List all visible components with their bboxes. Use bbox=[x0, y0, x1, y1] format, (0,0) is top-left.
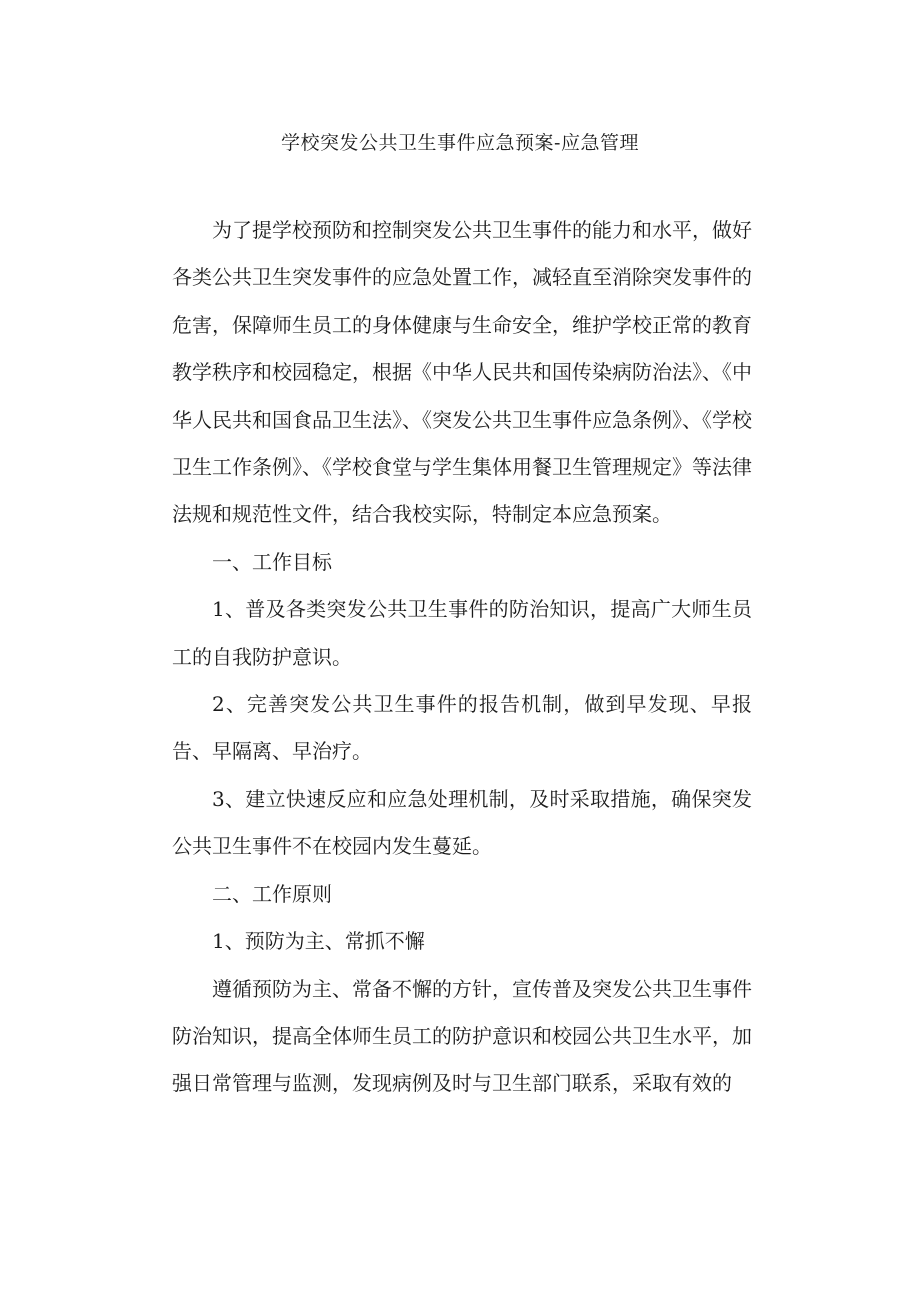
goal-item-2: 2、完善突发公共卫生事件的报告机制，做到早发现、早报告、早隔离、早治疗。 bbox=[172, 692, 752, 764]
intro-paragraph: 为了提学校预防和控制突发公共卫生事件的能力和水平，做好各类公共卫生突发事件的应急处置工作，减轻直至消除突发事件的危害，保障师生员工的身体健康与生命安全，维护学校正常的教育教学秩序和校园稳定，根据《中华人民共和国传染病防治法》、《中华人民共和国食品卫生法》、《突发公共卫生事件应急条例》、《学校卫生工作条例》、《学校食堂与学生集体用餐卫生管理规定》等法律法规和规范性文件，结合我校实际，特制定本应急预案。 bbox=[172, 218, 752, 527]
section-heading-work-goals: 一、工作目标 bbox=[212, 549, 332, 574]
document-title: 学校突发公共卫生事件应急预案-应急管理 bbox=[281, 132, 639, 154]
section-heading-work-principles: 二、工作原则 bbox=[212, 881, 332, 906]
goal-item-1: 1、普及各类突发公共卫生事件的防治知识，提高广大师生员工的自我防护意识。 bbox=[172, 597, 752, 669]
principle-paragraph-1: 遵循预防为主、常备不懈的方针，宣传普及突发公共卫生事件防治知识，提高全体师生员工的防护意识和校园公共卫生水平，加强日常管理与监测，发现病例及时与卫生部门联系，采取有效的 bbox=[172, 976, 752, 1096]
document-body bbox=[172, 207, 752, 1108]
principle-heading-1: 1、预防为主、常抓不懈 bbox=[212, 929, 425, 954]
goal-item-3: 3、建立快速反应和应急处理机制，及时采取措施，确保突发公共卫生事件不在校园内发生蔓延。 bbox=[172, 786, 752, 859]
